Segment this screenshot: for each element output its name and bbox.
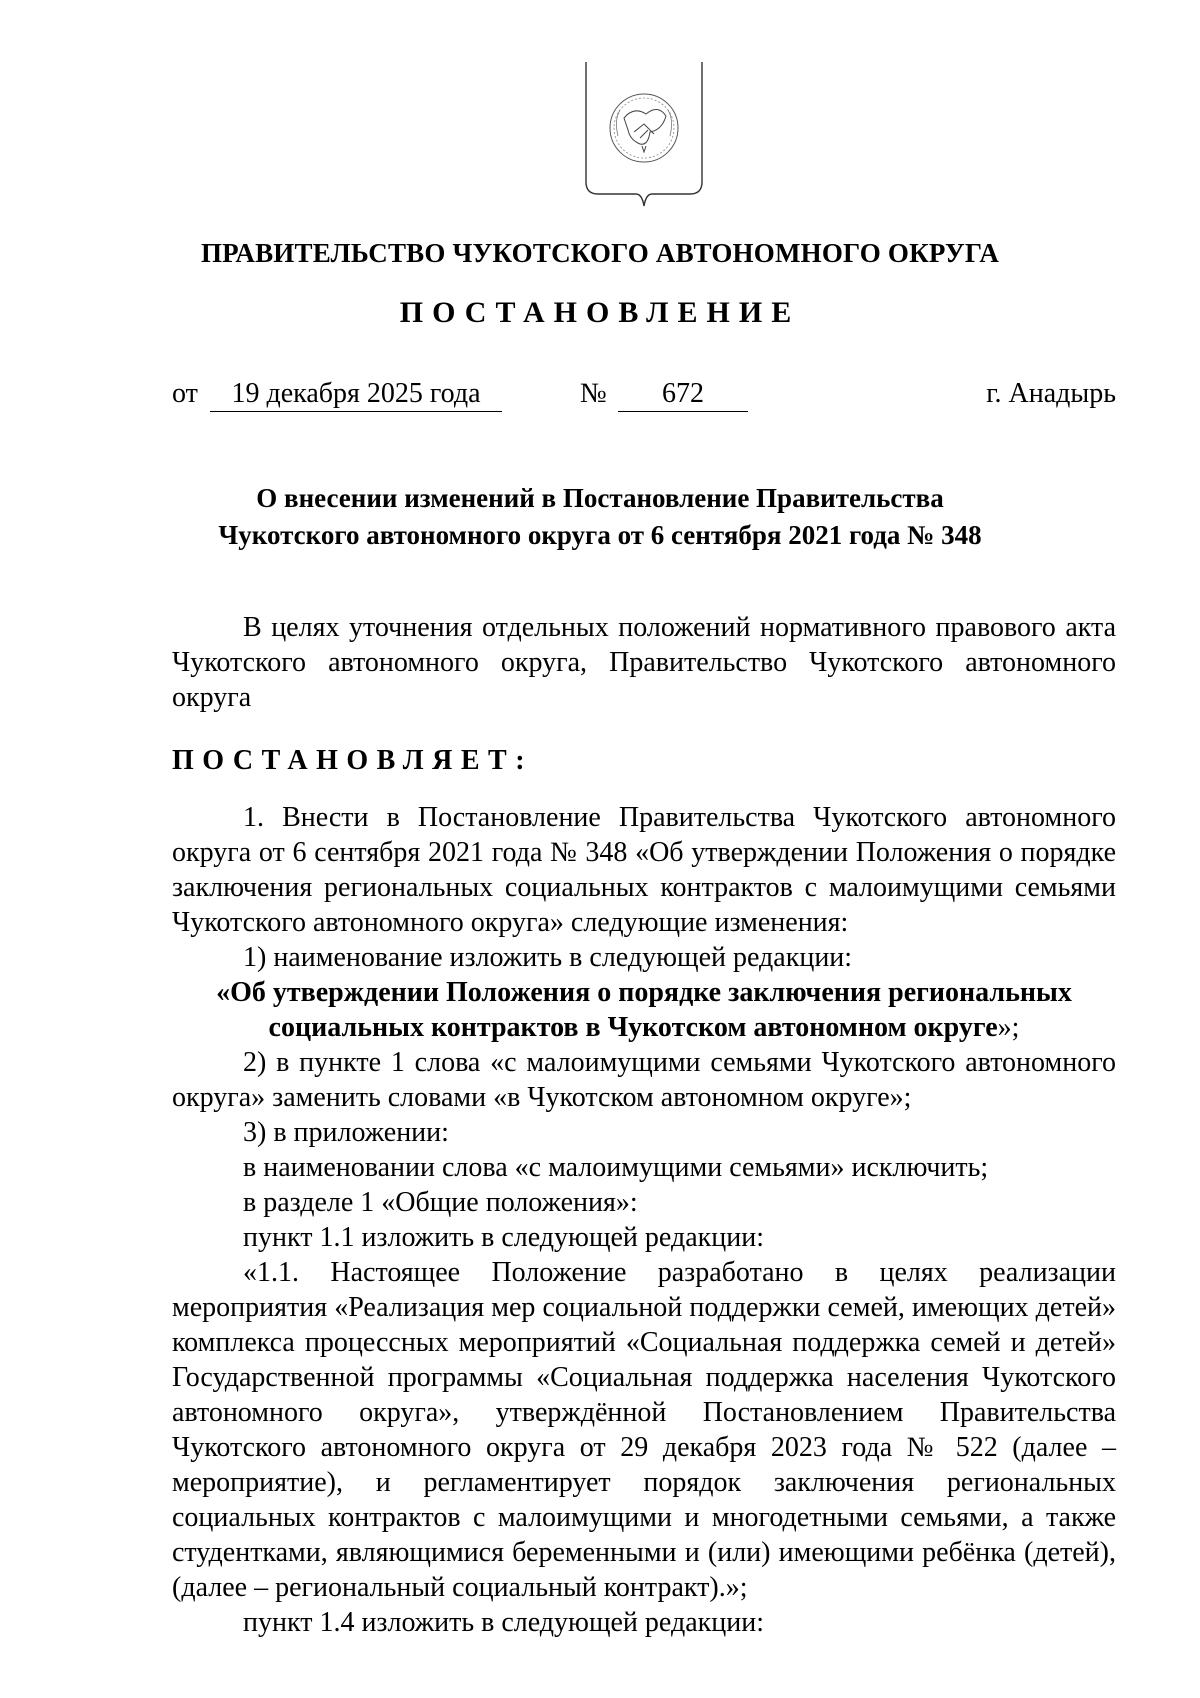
title-line-1: О внесении изменений в Постановление Правительства (256, 483, 944, 513)
new-name-quote (172, 975, 1116, 1045)
document-city: г. Анадырь (986, 378, 1116, 409)
paragraph-1-item-3: 3) в приложении: (243, 1117, 449, 1148)
new-name-line-1: «Об утверждении Положения о порядке заключения региональных (216, 977, 1072, 1008)
document-date: 19 декабря 2025 года (210, 377, 502, 412)
paragraph-1-item-4: пункт 1.4 изложить в следующей редакции: (243, 1607, 764, 1638)
document-body (172, 800, 1116, 1640)
paragraph-1: 1. Внести в Постановление Правительства Чукотского автономного округа от 6 сентября 2021 года № 348 «Об утверждении Положения о порядке заключения региональных социальных контрактов с малоимущими семьями Чукотского автономного округа» следующие изменения: (172, 802, 1116, 938)
intro-paragraph: В целях уточнения отдельных положений нормативного правового акта Чукотского автономного округа, Правительство Чукотского автономного округа (172, 612, 1116, 713)
document-title (150, 480, 1050, 554)
paragraph-1-item-3c: пункт 1.1 изложить в следующей редакции: (243, 1222, 764, 1253)
document-number: 672 (618, 377, 748, 412)
paragraph-1-item-3a: в наименовании слова «с малоимущими семьями» исключить; (243, 1152, 989, 1183)
new-name-end: »; (997, 1012, 1020, 1043)
new-name-line-2: социальных контрактов в Чукотском автономном округе (268, 1012, 998, 1043)
number-sign: № (580, 378, 607, 409)
paragraph-1-item-2: 2) в пункте 1 слова «с малоимущими семьями Чукотского автономного округа» заменить словами «в Чукотском автономном округе»; (172, 1047, 1116, 1113)
document-type: ПОСТАНОВЛЕНИЕ (399, 296, 801, 329)
clause-1-1-text: «1.1. Настоящее Положение разработано в целях реализации мероприятия «Реализация мер социальной поддержки семей, имеющих детей» комплекса процессных мероприятий «Социальная поддержка семей и детей» Государственной программы «Социальная поддержка населения Чукотского автономного округа», утверждённой Постановлением Правительства Чукотского автономного округа от 29 декабря 2023 года № 522 (далее – мероприятие), и регламентирует порядок заключения региональных социальных контрактов с малоимущими и многодетными семьями, а также студентками, являющимися беременными и (или) имеющими ребёнка (детей), (далее – региональный социальный контракт).»; (172, 1257, 1116, 1603)
new-name-line-2-wrap (172, 1010, 1116, 1045)
paragraph-1-item-3b: в разделе 1 «Общие положения»: (243, 1187, 638, 1218)
decree-word: ПОСТАНОВЛЯЕТ: (172, 745, 534, 776)
coat-of-arms-icon (584, 60, 704, 210)
date-from-label: от (172, 378, 198, 409)
title-line-2: Чукотского автономного округа от 6 сентября 2021 года № 348 (218, 520, 982, 550)
organization-name: ПРАВИТЕЛЬСТВО ЧУКОТСКОГО АВТОНОМНОГО ОКРУГА (200, 238, 1000, 268)
paragraph-1-item-1: 1) наименование изложить в следующей редакции: (243, 942, 853, 973)
